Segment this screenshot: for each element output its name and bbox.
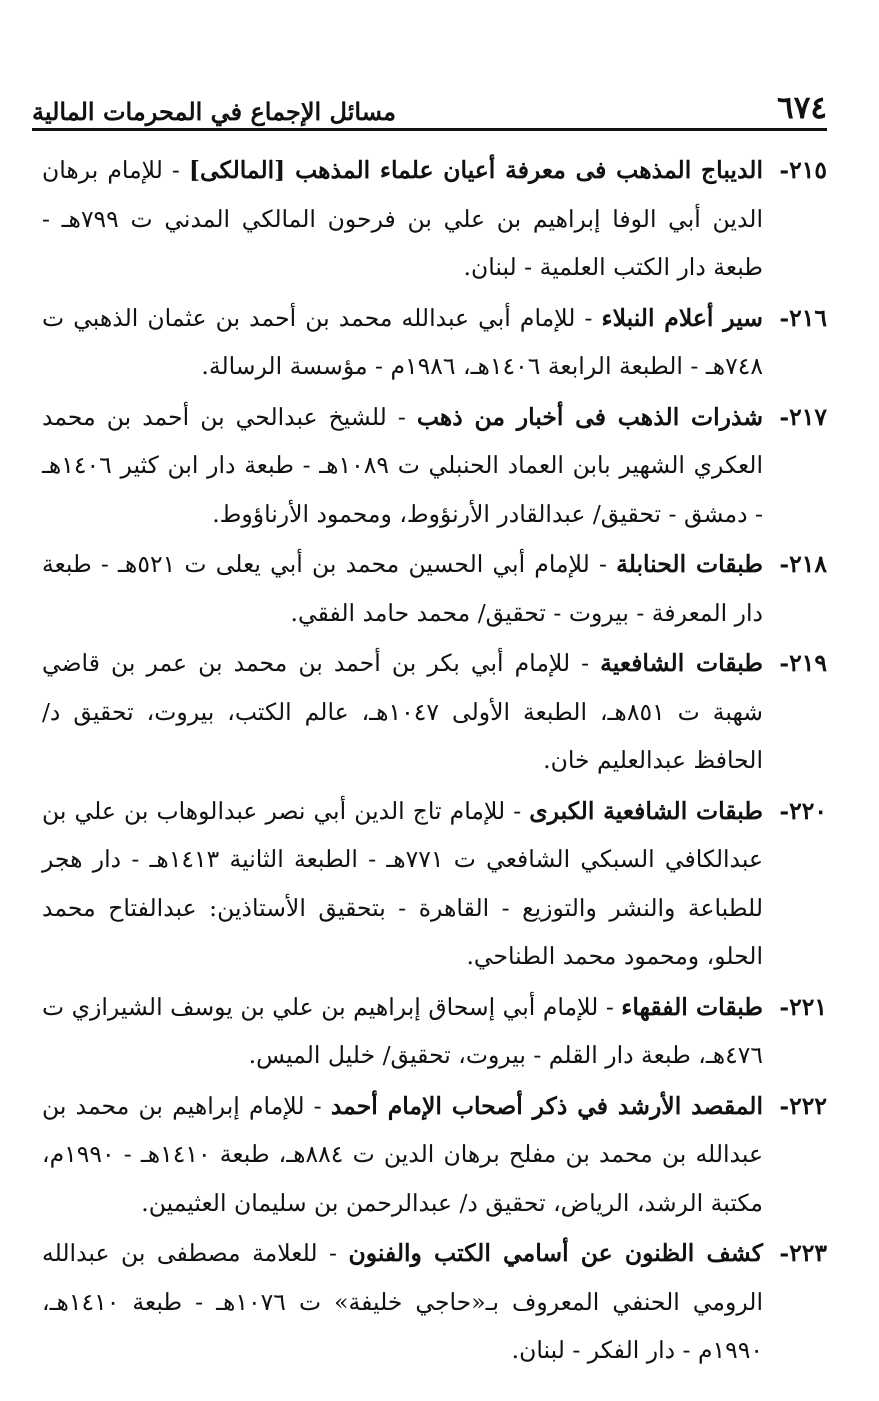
- entry-text: - للشيخ عبدالحي بن أحمد بن محمد العكري الشهير بابن العماد الحنبلي ت ١٠٨٩هـ - طبعة دار ابن كثير ١٤٠٦هـ - دمشق - تحقيق/ عبدالقادر الأرنؤوط، ومحمود الأرناؤوط.: [42, 402, 763, 528]
- bibliography-entry: [42, 1229, 827, 1375]
- entry-text: - للإمام أبي عبدالله محمد بن أحمد بن عثمان الذهبي ت ٧٤٨هـ - الطبعة الرابعة ١٤٠٦هـ، ١٩٨٦م - مؤسسة الرسالة.: [42, 303, 763, 380]
- bibliography-entry: [42, 787, 827, 981]
- entry-title: الديباج المذهب فى معرفة أعيان علماء المذهب [المالكى]: [188, 156, 763, 184]
- entry-text: - للإمام أبي الحسين محمد بن أبي يعلى ت ٥٢١هـ - طبعة دار المعرفة - بيروت - تحقيق/ محمد حامد الفقي.: [42, 550, 763, 627]
- entry-number: ٢٢٣-: [779, 1239, 827, 1267]
- entry-title: كشف الظنون عن أسامي الكتب والفنون: [348, 1239, 763, 1267]
- entry-title: سير أعلام النبلاء: [601, 303, 763, 332]
- page-number: ٦٧٤: [777, 90, 827, 126]
- entry-number: ٢١٦-: [779, 303, 827, 332]
- entry-number: ٢١٧-: [779, 402, 827, 431]
- entry-text: - للإمام أبي بكر بن أحمد بن محمد بن عمر بن قاضي شهبة ت ٨٥١هـ، الطبعة الأولى ١٠٤٧هـ، عالم الكتب، بيروت، تحقيق د/ الحافظ عبدالعليم خان.: [42, 649, 764, 774]
- entry-number: ٢١٩-: [779, 649, 827, 677]
- entry-number: ٢٢١-: [779, 992, 827, 1021]
- entry-number: ٢٢٠-: [779, 796, 827, 825]
- bibliography-entry: [42, 146, 827, 292]
- bibliography-entry: [42, 1082, 827, 1228]
- entry-number: ٢١٨-: [779, 550, 827, 578]
- entry-text: - للإمام إبراهيم بن محمد بن عبدالله بن محمد بن مفلح برهان الدين ت ٨٨٤هـ، طبعة ١٤١٠هـ - ١٩٩٠م، مكتبة الرشد، الرياض، تحقيق د/ عبدالرحمن بن سليمان العثيمين.: [42, 1091, 763, 1217]
- entry-title: طبقات الحنابلة: [616, 550, 763, 578]
- bibliography-entry: [42, 393, 827, 539]
- running-title: مسائل الإجماع في المحرمات المالية: [32, 97, 396, 126]
- bibliography-entry: [42, 540, 827, 637]
- bibliography-list: [42, 146, 827, 1377]
- bibliography-entry: [42, 983, 827, 1080]
- entry-text: - للإمام برهان الدين أبي الوفا إبراهيم بن علي بن فرحون المالكي المدني ت ٧٩٩هـ - طبعة دار الكتب العلمية - لبنان.: [42, 156, 763, 281]
- entry-title: طبقات الفقهاء: [621, 992, 763, 1021]
- entry-title: طبقات الشافعية: [600, 649, 763, 677]
- entry-text: - للإمام أبي إسحاق إبراهيم بن علي بن يوسف الشيرازي ت ٤٧٦هـ، طبعة دار القلم - بيروت، تحقيق/ خليل الميس.: [42, 992, 763, 1069]
- entry-text: - للإمام تاج الدين أبي نصر عبدالوهاب بن علي بن عبدالكافي السبكي الشافعي ت ٧٧١هـ - الطبعة الثانية ١٤١٣هـ - دار هجر للطباعة والنشر والتوزيع - القاهرة - بتحقيق الأستاذين: عبدالفتاح محمد الحلو، ومحمود محمد الطناحي.: [42, 796, 763, 970]
- entry-title: شذرات الذهب فى أخبار من ذهب: [416, 402, 764, 431]
- entry-text: - للعلامة مصطفى بن عبدالله الرومي الحنفي المعروف بـ«حاجي خليفة» ت ١٠٧٦هـ - طبعة ١٤١٠هـ، ١٩٩٠م - دار الفكر - لبنان.: [42, 1239, 763, 1364]
- entry-number: ٢٢٢-: [779, 1091, 827, 1120]
- bibliography-entry: [42, 639, 827, 785]
- entry-number: ٢١٥-: [779, 156, 827, 184]
- entry-title: المقصد الأرشد في ذكر أصحاب الإمام أحمد: [330, 1091, 764, 1120]
- bibliography-entry: [42, 294, 827, 391]
- entry-title: طبقات الشافعية الكبرى: [529, 796, 763, 825]
- page-header: [32, 74, 827, 131]
